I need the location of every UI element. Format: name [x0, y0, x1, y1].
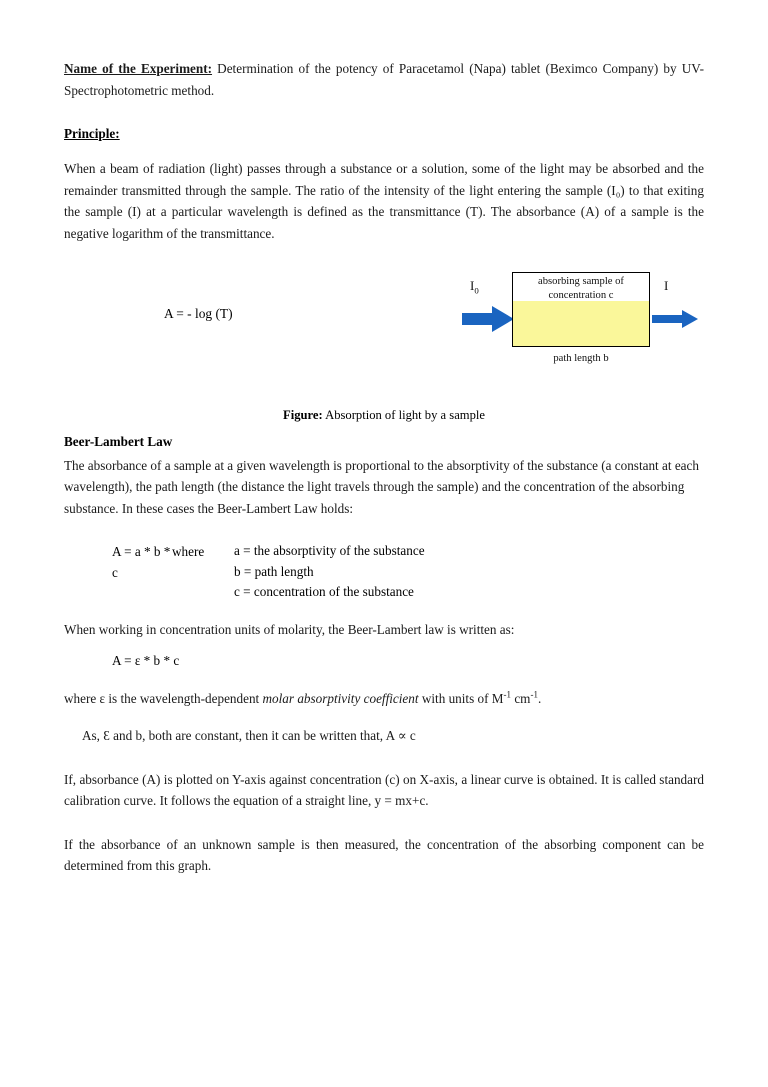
spacer: [64, 672, 704, 688]
absorbance-equation: A = - log (T): [164, 306, 233, 321]
beer-lambert-equation: A = a * b * c: [112, 544, 171, 580]
epsilon-note-prefix: where ε is the wavelength-dependent: [64, 690, 263, 706]
document-content: [64, 58, 704, 889]
spacer: [64, 603, 704, 619]
where-label: where: [172, 544, 205, 559]
transmitted-intensity-label: I: [664, 278, 669, 293]
calibration-paragraph-2: If the absorbance of an unknown sample is then measured, the concentration of the absorbing component can be determined from this graph.: [64, 836, 704, 873]
calibration-paragraph-1: If, absorbance (A) is plotted on Y-axis against concentration (c) on X-axis, a linear curve is obtained. It is called standard calibration curve. It follows the equation of a straight line, y = mx+c.: [64, 771, 704, 808]
proportionality-line: As, Ɛ and b, both are constant, then it can be written that, A ∝ c: [82, 728, 416, 743]
definition-b: b = path length: [234, 563, 314, 579]
definition-a: a = the absorptivity of the substance: [234, 543, 425, 558]
figure-caption-key: Figure:: [283, 408, 323, 422]
principle-heading-paragraph: [64, 123, 704, 144]
path-length-dimension: [512, 351, 650, 369]
principle-heading: Principle:: [64, 126, 120, 141]
figure-zone: [64, 256, 704, 431]
incident-beam-arrow: [462, 306, 514, 332]
beer-lambert-paragraph: The absorbance of a sample at a given wavelength is proportional to the absorptivity of the substance (a constant at each wavelength), the path length (the distance the light travels through the sample) and the concentration of the absorbing substance. In these cases the Beer-Lambert Law holds:: [64, 457, 699, 516]
transmitted-beam-arrow: [652, 310, 698, 328]
epsilon-units-cm: cm: [511, 690, 531, 706]
molarity-exponent: -1: [503, 689, 512, 700]
path-length-label: path length b: [512, 351, 650, 366]
spacer: [64, 759, 704, 769]
sample-description-line-1: absorbing sample of: [538, 276, 624, 287]
spacer: [64, 640, 704, 650]
incident-intensity-label: [470, 278, 479, 294]
epsilon-note-end: .: [537, 690, 542, 706]
experiment-title-text: Determination of the potency of Paracetamol (Napa) tablet (Beximco Company) by UV-Spectrophotometric method.: [64, 61, 704, 98]
beer-lambert-heading: Beer-Lambert Law: [64, 434, 173, 449]
epsilon-units-prefix: with units of M: [418, 690, 504, 706]
centimetre-exponent: -1: [530, 689, 538, 700]
experiment-title-label: Name of the Experiment:: [64, 61, 213, 76]
sample-cuvette: [512, 272, 650, 347]
definition-c: c = concentration of the substance: [234, 584, 414, 599]
sample-description-line-2: concentration c: [548, 290, 614, 301]
beer-lambert-equation-row: [64, 541, 704, 603]
spacer: [64, 531, 704, 541]
experiment-title-paragraph: [64, 58, 704, 101]
molarity-paragraph: When working in concentration units of molarity, the Beer-Lambert law is written as:: [64, 621, 515, 637]
sample-description-label: [513, 275, 649, 303]
molar-equation: A = ε * b * c: [112, 653, 180, 668]
figure-caption: [64, 408, 704, 423]
sample-solution-fill: [513, 301, 649, 346]
epsilon-note-paragraph: [64, 688, 704, 710]
spacer: [64, 113, 704, 123]
incident-intensity-subscript: 0: [474, 285, 479, 296]
variable-definitions: [234, 541, 425, 603]
absorption-diagram: [400, 263, 704, 383]
incident-intensity-symbol: I: [470, 278, 475, 293]
spacer: [64, 824, 704, 834]
molar-absorptivity-term: molar absorptivity coefficient: [262, 690, 419, 706]
figure-caption-text: Absorption of light by a sample: [322, 408, 485, 422]
spacer: [64, 709, 704, 725]
principle-paragraph: When a beam of radiation (light) passes through a substance or a solution, some of the light may be absorbed and the remainder transmitted through the sample. The ratio of the intensity of the light entering the sample (I₀) to that exiting the sample (I) at a particular wavelength is defined as the transmittance (T). The absorbance (A) of a sample is the negative logarithm of the transmittance.: [64, 161, 704, 241]
